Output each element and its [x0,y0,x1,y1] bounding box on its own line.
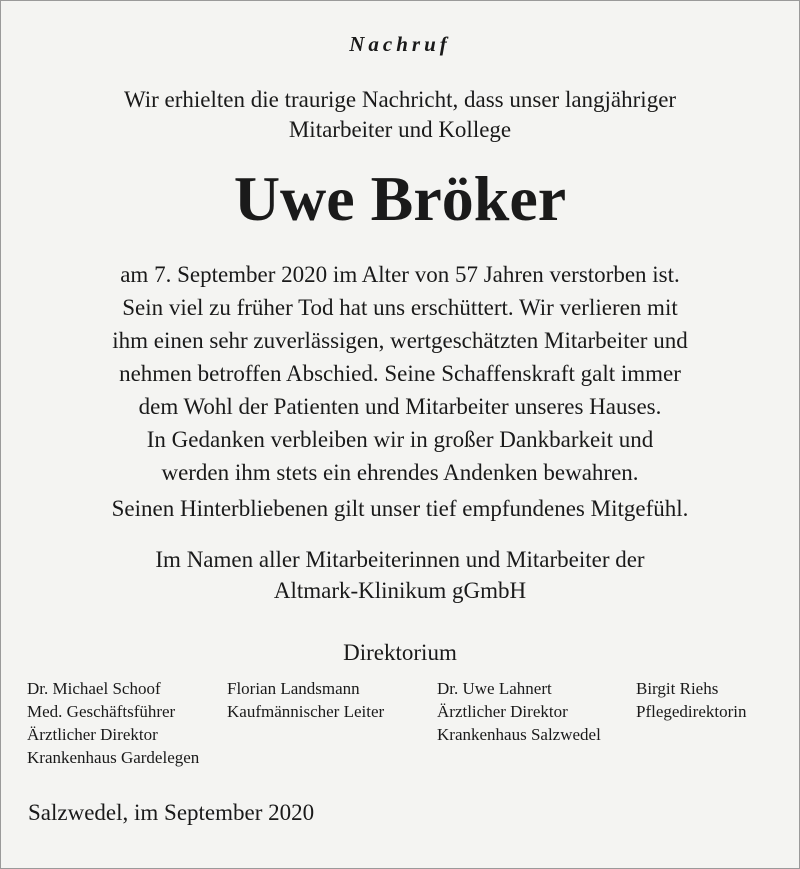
member-name: Florian Landsmann [227,679,360,698]
board-member-landsmann [227,677,384,723]
body-line: In Gedanken verbleiben wir in großer Dankbarkeit und [146,427,654,452]
body-text [0,258,800,489]
member-role: Krankenhaus Gardelegen [27,748,200,767]
board-member-riehs [636,677,746,723]
board-title: Direktorium [343,640,457,665]
member-role: Ärztlicher Direktor [27,725,158,744]
notice-heading: Nachruf [349,32,451,56]
signoff-text [0,544,800,606]
board-member-lahnert [437,677,601,746]
body-line: am 7. September 2020 im Alter von 57 Jahren verstorben ist. [120,262,680,287]
body-line: ihm einen sehr zuverlässigen, wertgeschätzten Mitarbeiter und [112,328,688,353]
member-name: Birgit Riehs [636,679,719,698]
member-role: Kaufmännischer Leiter [227,702,385,721]
intro-line: Mitarbeiter und Kollege [288,117,512,142]
member-name: Dr. Michael Schoof [27,679,161,698]
body-line: Sein viel zu früher Tod hat uns erschüttert. Wir verlieren mit [122,295,678,320]
intro-text [0,85,800,145]
body-line: werden ihm stets ein ehrendes Andenken bewahren. [161,460,639,485]
board-member-schoof [27,677,199,769]
member-name: Dr. Uwe Lahnert [437,679,552,698]
member-role: Ärztlicher Direktor [437,702,568,721]
member-role: Krankenhaus Salzwedel [437,725,601,744]
member-role: Pflegedirektorin [636,702,747,721]
deceased-name: Uwe Bröker [233,163,567,234]
signoff-line: Altmark-Klinikum gGmbH [273,578,527,603]
body-line: nehmen betroffen Abschied. Seine Schaffenskraft galt immer [119,361,681,386]
member-role: Med. Geschäftsführer [27,702,176,721]
body-line: dem Wohl der Patienten und Mitarbeiter unseres Hauses. [138,394,662,419]
signoff-line: Im Namen aller Mitarbeiterinnen und Mitarbeiter der [155,547,645,572]
intro-line: Wir erhielten die traurige Nachricht, dass unser langjähriger [123,87,677,112]
condolence-text: Seinen Hinterbliebenen gilt unser tief empfundenes Mitgefühl. [111,496,689,521]
place-date: Salzwedel, im September 2020 [28,800,315,825]
